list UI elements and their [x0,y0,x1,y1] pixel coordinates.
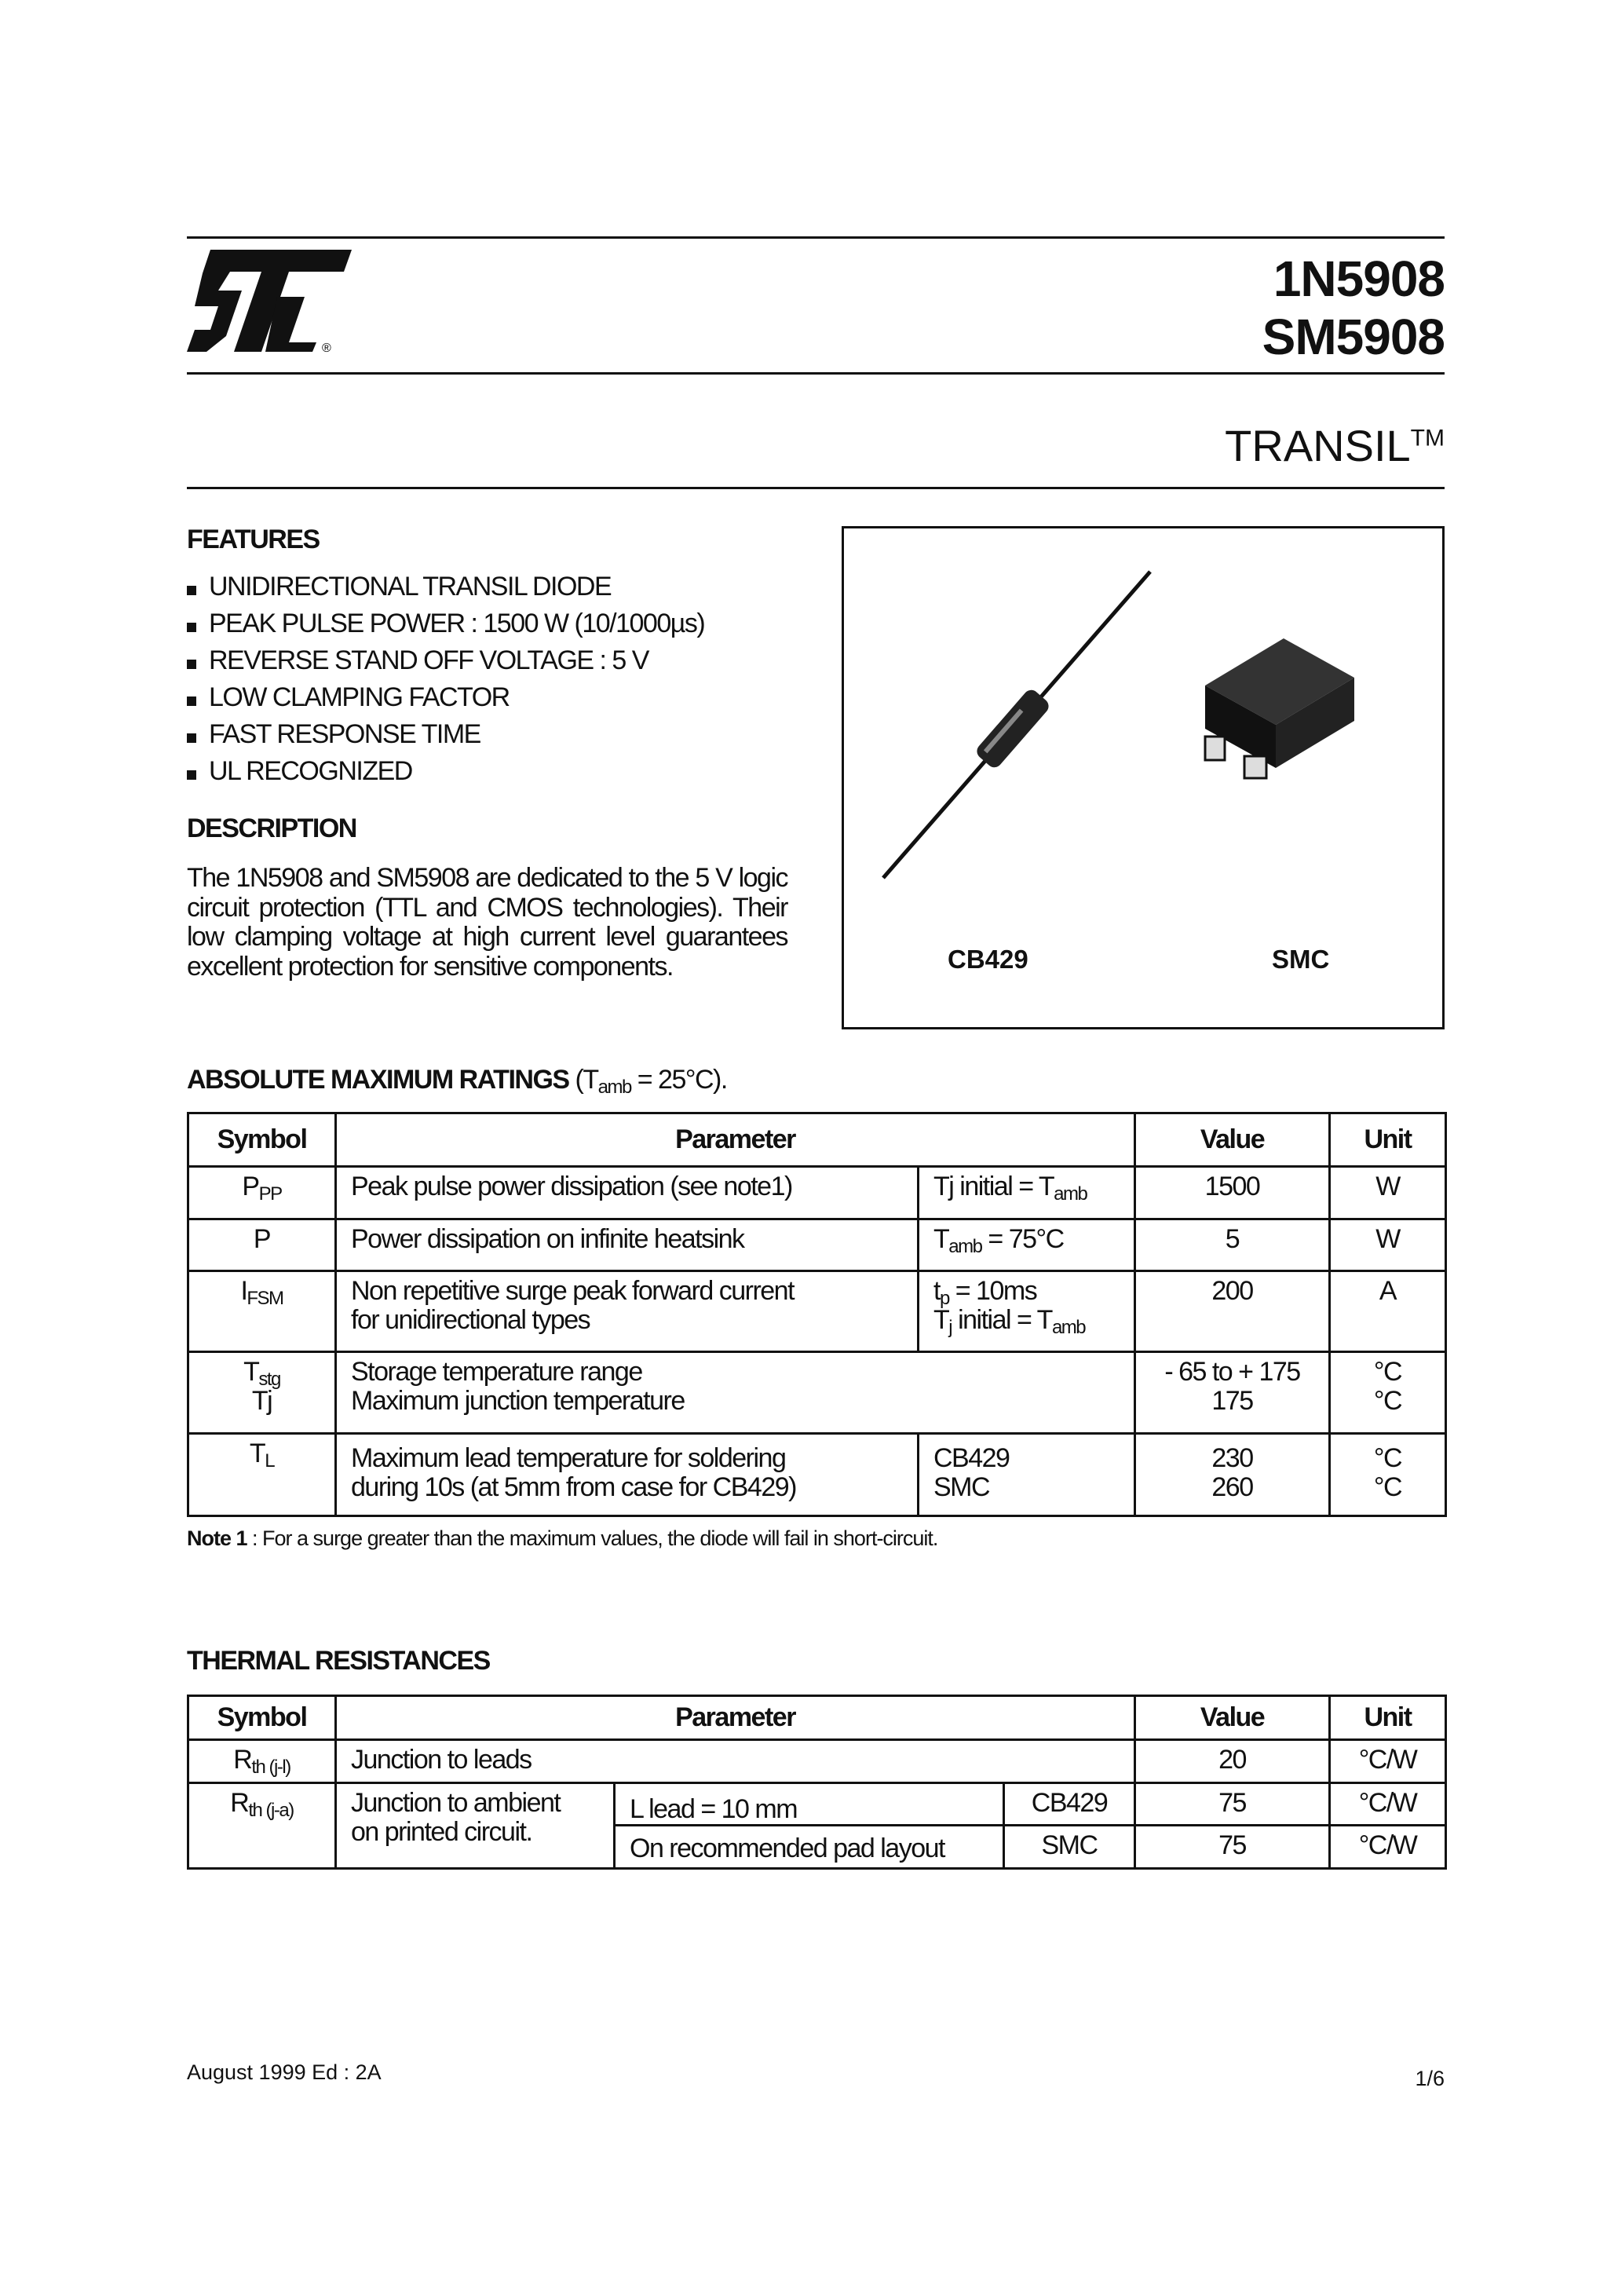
condition-sub: j [948,1317,952,1338]
parameter-cell: Peak pulse power dissipation (see note1) [336,1167,919,1219]
unit-cell: A [1330,1271,1446,1352]
parameter-cell: Junction to leads [336,1740,1135,1783]
cond-sub: amb [597,1077,631,1098]
feature-text: UNIDIRECTIONAL TRANSIL DIODE [209,572,612,601]
feature-item [187,682,510,713]
symbol-cell [188,1271,336,1352]
feature-text: LOW CLAMPING FACTOR [209,682,510,712]
symbol-sub: th (j-l) [251,1757,290,1778]
unit-cell: W [1330,1167,1446,1219]
symbol-sub: stg [258,1369,280,1390]
condition: initial = T [952,1305,1052,1335]
value-cell: 200 [1135,1271,1330,1352]
condition-cell [919,1434,1135,1516]
parameter-line: for unidirectional types [351,1305,590,1335]
unit-cell: °C/W [1330,1783,1446,1826]
package-image-box [842,526,1445,1029]
header-value: Value [1135,1696,1330,1740]
part-number-2: SM5908 [1262,309,1445,365]
unit-cell: °C/W [1330,1740,1446,1783]
table-row [188,1167,1446,1219]
package-cell: SMC [1004,1826,1135,1869]
symbol-sub: th (j-a) [248,1800,294,1821]
table-header-row [188,1696,1446,1740]
value: 175 [1211,1386,1253,1416]
header-rule [187,372,1445,375]
condition: = 75°C [981,1224,1064,1254]
condition-cell [919,1167,1135,1219]
symbol: R [230,1788,249,1818]
parameter-line: on printed circuit. [351,1817,532,1847]
package-cell: CB429 [1004,1783,1135,1826]
bullet-icon [187,623,196,632]
cb429-package-image [860,568,1158,882]
table-row [188,1219,1446,1271]
package-label-smc: SMC [1272,945,1330,974]
value: 230 [1211,1443,1253,1473]
feature-item [187,609,704,639]
symbol: R [233,1745,252,1775]
features-heading: FEATURES [187,525,320,554]
svg-text:®: ® [322,342,331,355]
symbol-sub: L [265,1450,275,1472]
symbol: Tj [251,1386,272,1416]
abs-max-title: ABSOLUTE MAXIMUM RATINGS [187,1065,569,1095]
table-row [188,1352,1446,1434]
condition-cell [919,1219,1135,1271]
table-row [188,1740,1446,1783]
condition-sub: amb [948,1236,982,1257]
symbol-cell [188,1740,336,1783]
header-unit: Unit [1330,1696,1446,1740]
package-label-cb429: CB429 [948,945,1028,974]
condition-sub: amb [1054,1183,1087,1205]
table-row [188,1783,1446,1826]
cond-text: (T [575,1065,598,1095]
value-cell: 20 [1135,1740,1330,1783]
symbol-cell: P [188,1219,336,1271]
feature-text: UL RECOGNIZED [209,756,412,786]
header-unit: Unit [1330,1113,1446,1167]
header-parameter: Parameter [336,1696,1135,1740]
symbol: T [249,1439,265,1468]
header-parameter: Parameter [336,1113,1135,1167]
parameter-cell: Power dissipation on infinite heatsink [336,1219,919,1271]
symbol-cell [188,1434,336,1516]
bullet-icon [187,660,196,669]
feature-item [187,756,412,787]
footer-date: August 1999 Ed : 2A [187,2060,382,2084]
description-text: The 1N5908 and SM5908 are dedicated to the 5 V logic circuit protection (TTL and CMOS technologies). Their low clamping voltage at high current level guarantees excellent protection for sensitive components. [187,863,787,982]
feature-item [187,572,611,602]
symbol: P [242,1172,259,1201]
abs-max-heading [187,1065,727,1098]
product-family [1225,420,1445,471]
table-row [188,1271,1446,1352]
unit-cell: °C/W [1330,1826,1446,1869]
abs-max-table [187,1112,1447,1517]
parameter-line: Junction to ambient [351,1788,561,1818]
condition-sub: amb [1051,1317,1086,1338]
value: 260 [1211,1472,1253,1502]
value-cell: 75 [1135,1826,1330,1869]
parameter-line: Non repetitive surge peak forward current [351,1276,795,1306]
header-value: Value [1135,1113,1330,1167]
parameter-cell [336,1434,919,1516]
condition: t [933,1276,940,1306]
symbol-cell [188,1783,336,1869]
thermal-table [187,1695,1447,1870]
note-label: Note 1 [187,1526,247,1550]
condition: Tj initial = T [933,1172,1054,1201]
feature-text: FAST RESPONSE TIME [209,719,480,749]
unit-cell [1330,1352,1446,1434]
unit-cell: W [1330,1219,1446,1271]
unit-cell [1330,1434,1446,1516]
parameter-cell [336,1783,615,1869]
family-label: TRANSIL [1225,421,1411,470]
thermal-heading: THERMAL RESISTANCES [187,1646,490,1676]
note-1 [187,1526,937,1551]
smc-package-image [1197,631,1362,788]
symbol: T [243,1357,259,1387]
parameter-cell [336,1271,919,1352]
bullet-icon [187,586,196,595]
unit: °C [1373,1357,1402,1387]
feature-item [187,719,480,750]
feature-text: PEAK PULSE POWER : 1500 W (10/1000µs) [209,609,705,638]
feature-text: REVERSE STAND OFF VOLTAGE : 5 V [209,645,648,675]
value-cell [1135,1352,1330,1434]
condition-cell [919,1271,1135,1352]
bullet-icon [187,770,196,780]
unit: °C [1373,1443,1402,1473]
bullet-icon [187,733,196,743]
symbol: I [240,1276,247,1306]
symbol-cell [188,1352,336,1434]
value-cell [1135,1434,1330,1516]
table-row [188,1434,1446,1516]
parameter-line: Storage temperature range [351,1357,642,1387]
condition: SMC [933,1472,990,1502]
bullet-icon [187,696,196,706]
feature-item [187,645,648,676]
st-logo [187,250,360,360]
subparameter-cell: On recommended pad layout [615,1826,1004,1869]
description-heading: DESCRIPTION [187,813,356,843]
symbol-sub: FSM [247,1288,283,1309]
subparameter-cell: L lead = 10 mm [615,1783,1004,1826]
header-symbol: Symbol [188,1113,336,1167]
condition: = 10ms [948,1276,1037,1306]
condition: T [933,1224,949,1254]
part-number-1: 1N5908 [1273,250,1445,307]
table-header-row [188,1113,1446,1167]
parameter-line: Maximum lead temperature for soldering [351,1443,786,1473]
cond-text: = 25°C). [630,1065,727,1095]
family-rule [187,487,1445,489]
condition: CB429 [933,1443,1010,1473]
condition-sub: p [939,1288,949,1309]
page-number: 1/6 [1415,2067,1445,2090]
unit: °C [1373,1472,1402,1502]
value-cell: 5 [1135,1219,1330,1271]
parameter-cell [336,1352,1135,1434]
top-rule [187,236,1445,239]
note-text: : For a surge greater than the maximum values, the diode will fail in short-circuit. [247,1526,938,1550]
value-cell: 1500 [1135,1167,1330,1219]
parameter-line: Maximum junction temperature [351,1386,685,1416]
symbol-sub: PP [258,1183,282,1205]
symbol-cell [188,1167,336,1219]
value: - 65 to + 175 [1164,1357,1300,1387]
header-symbol: Symbol [188,1696,336,1740]
parameter-line: during 10s (at 5mm from case for CB429) [351,1472,796,1502]
tm-mark: TM [1410,425,1445,452]
condition: T [933,1305,949,1335]
value-cell: 75 [1135,1783,1330,1826]
unit: °C [1373,1386,1402,1416]
